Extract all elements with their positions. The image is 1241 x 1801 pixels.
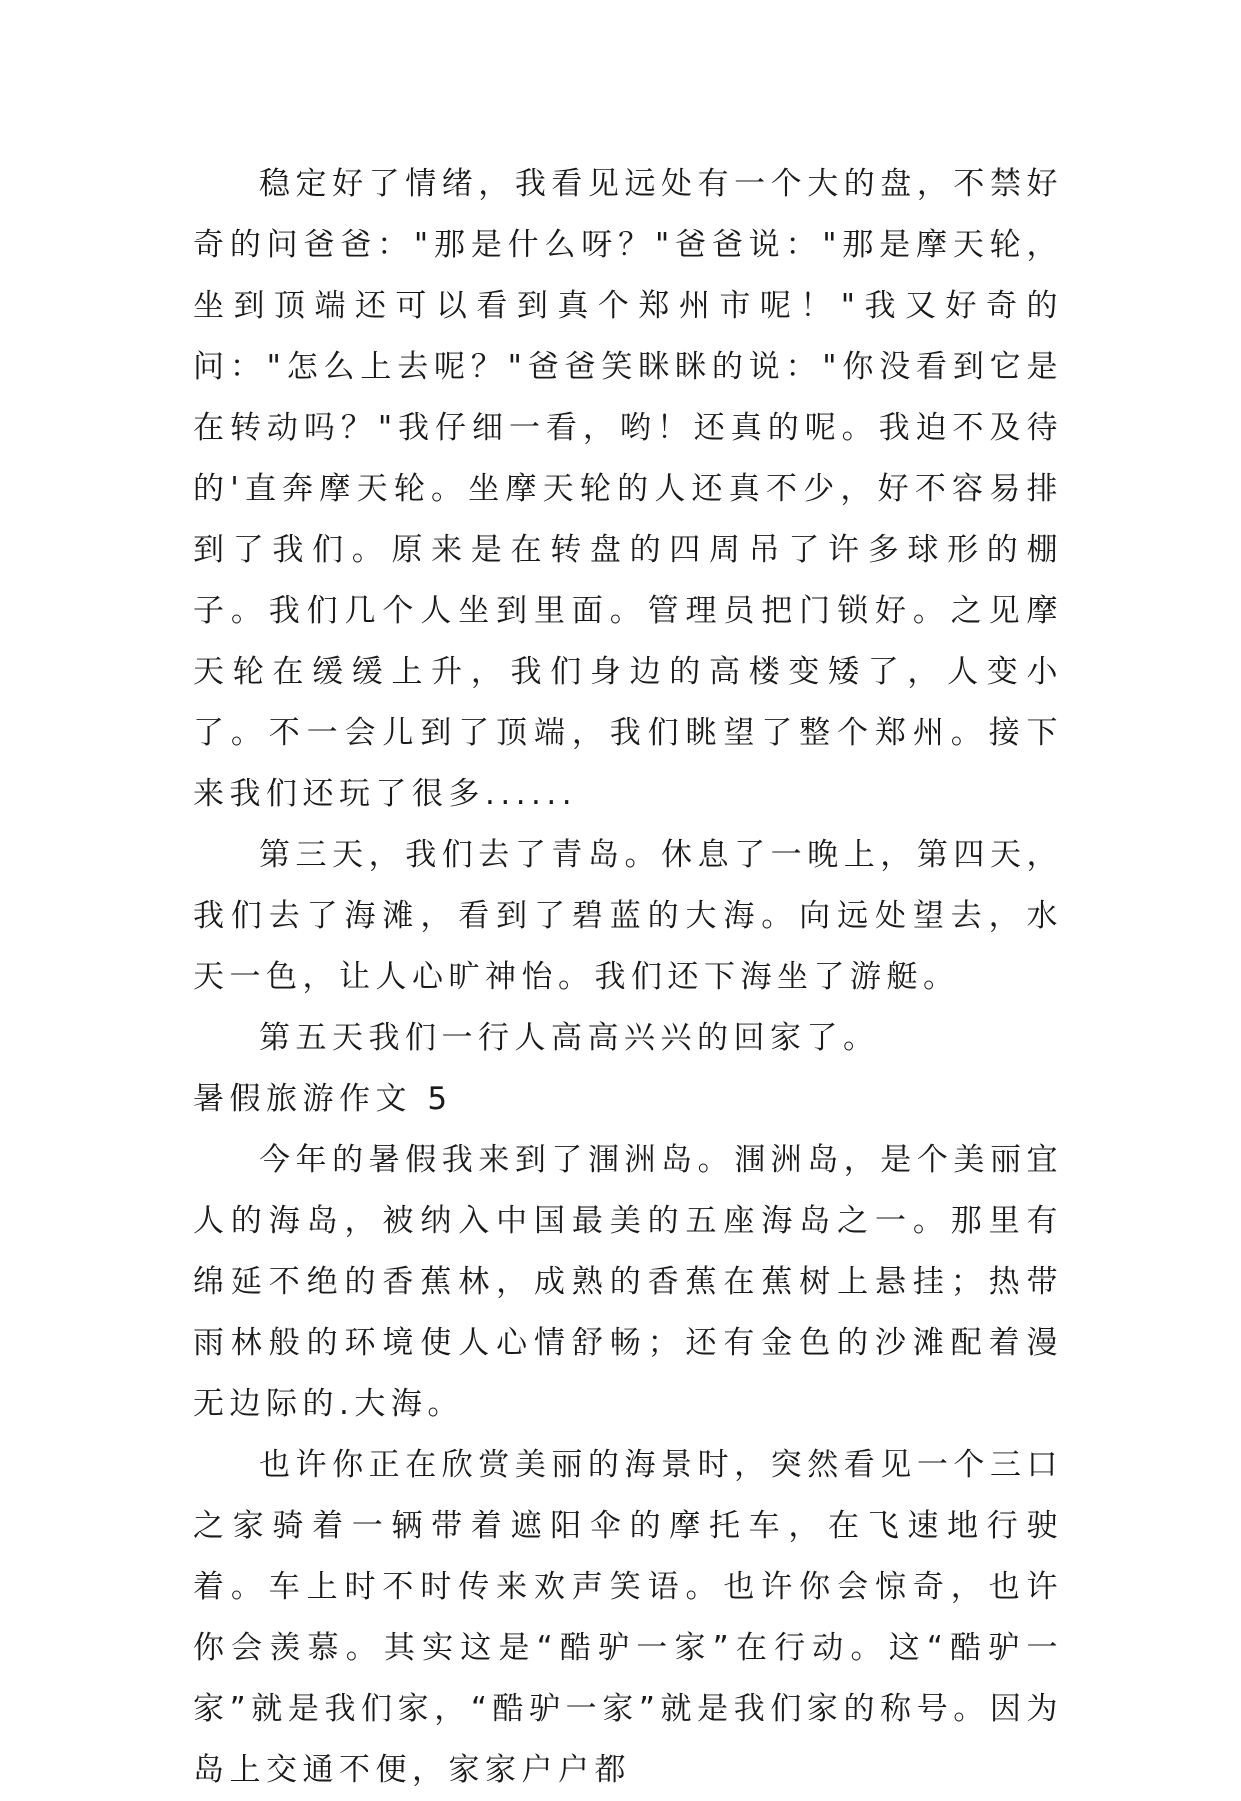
paragraph-ferris-wheel: 稳定好了情绪，我看见远处有一个大的盘，不禁好奇的问爸爸："那是什么呀？"爸爸说："那是摩天轮，坐到顶端还可以看到真个郑州市呢！"我又好奇的问："怎么上去呢？"爸爸笑眯眯的说："你没看到它是在转动吗？"我仔细一看，哟！还真的呢。我迫不及待的'直奔摩天轮。坐摩天轮的人还真不少，好不容易排到了我们。原来是在转盘的四周吊了许多球形的棚子。我们几个人坐到里面。管理员把门锁好。之见摩天轮在缓缓上升，我们身边的高楼变矮了，人变小了。不一会儿到了顶端，我们眺望了整个郑州。接下来我们还玩了很多...... xyxy=(193,166,1063,812)
paragraph-weizhou-island: 今年的暑假我来到了涠洲岛。涠洲岛，是个美丽宜人的海岛，被纳入中国最美的五座海岛之一。那里有绵延不绝的香蕉林，成熟的香蕉在蕉树上悬挂；热带雨林般的环境使人心情舒畅；还有金色的沙滩配着漫无边际的.大海。 xyxy=(193,1142,1063,1422)
paragraph-return-home: 第五天我们一行人高高兴兴的回家了。 xyxy=(259,1020,880,1056)
document-page xyxy=(193,154,1063,1801)
section-heading: 暑假旅游作文 5 xyxy=(193,1081,453,1117)
paragraph-cool-donkey-family: 也许你正在欣赏美丽的海景时，突然看见一个三口之家骑着一辆带着遮阳伞的摩托车，在飞速地行驶着。车上时不时传来欢声笑语。也许你会惊奇，也许你会羡慕。其实这是“酷驴一家”在行动。这“酷驴一家”就是我们家，“酷驴一家”就是我们家的称号。因为岛上交通不便，家家户户都 xyxy=(193,1447,1063,1788)
paragraph-qingdao: 第三天，我们去了青岛。休息了一晚上，第四天，我们去了海滩，看到了碧蓝的大海。向远处望去，水天一色，让人心旷神怡。我们还下海坐了游艇。 xyxy=(193,837,1063,995)
